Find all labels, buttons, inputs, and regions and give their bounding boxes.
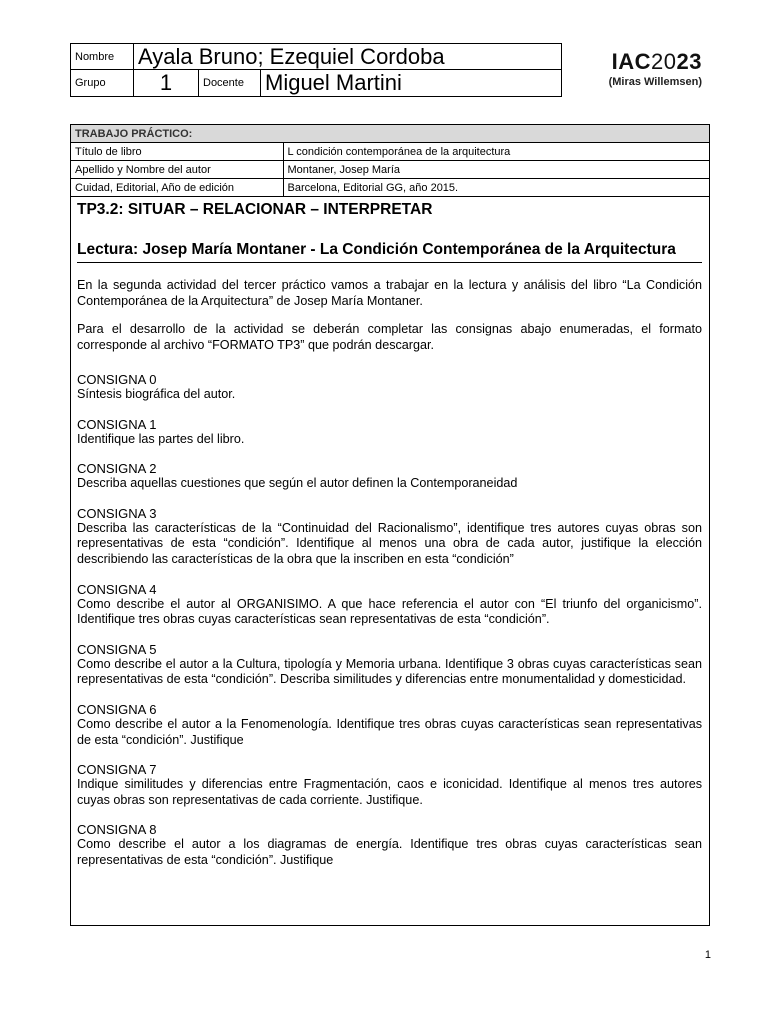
grupo-value: 1 (134, 70, 199, 97)
info-row (71, 179, 709, 197)
brand-subtitle: (Miras Willemsen) (608, 76, 702, 88)
brand-prefix: IAC (611, 49, 652, 74)
consigna-0-title: CONSIGNA 0 (77, 372, 157, 387)
brand-logo-text (609, 50, 702, 74)
page-number: 1 (704, 949, 711, 961)
info-row (71, 161, 709, 179)
consigna-4-title: CONSIGNA 4 (77, 581, 157, 597)
identification-table (70, 43, 562, 97)
brand-year-bold: 23 (676, 49, 702, 74)
consigna-3-text: Describa las características de la “Continuidad del Racionalismo”, identifique tres autores cuyas obras son representativas de esta “condición”. Identifique al menos una obra de cada autor, justifique la elección describiendo las características de la obra que la inscriben en esta “condición” (77, 520, 702, 566)
consigna-8-text: Como describe el autor a los diagramas de energía. Identifique tres obras cuyas características sean representativas de esta “condición”. Justifique (77, 837, 702, 867)
consigna-1-text: Identifique las partes del libro. (77, 431, 245, 446)
consigna-8-title: CONSIGNA 8 (77, 822, 157, 838)
assignment-content (71, 201, 709, 869)
tp-title: TP3.2: SITUAR – RELACIONAR – INTERPRETAR (77, 201, 433, 218)
docente-value: Miguel Martini (261, 70, 562, 97)
consigna-7-text: Indique similitudes y diferencias entre Fragmentación, caos e iconicidad. Identifique al menos tres autores cuyas obras son representativas de cada corriente. Justifique. (77, 777, 702, 807)
docente-label: Docente (199, 70, 261, 97)
nombre-label: Nombre (71, 44, 134, 70)
intro-paragraph-2: Para el desarrollo de la actividad se deberán completar las consignas abajo enumeradas, el formato corresponde al archivo “FORMATO TP3” que podrán descargar. (77, 322, 702, 352)
info-label: Cuidad, Editorial, Año de edición (71, 179, 283, 197)
assignment-frame (70, 124, 710, 926)
grupo-row (71, 70, 562, 97)
consigna-2-text: Describa aquellas cuestiones que según el autor definen la Contemporaneidad (77, 476, 518, 491)
nombre-row (71, 44, 562, 70)
grupo-label: Grupo (71, 70, 134, 97)
consigna-1-title: CONSIGNA 1 (77, 416, 157, 432)
consigna-5-text: Como describe el autor a la Cultura, tipología y Memoria urbana. Identifique 3 obras cuyas características sean representativas de esta “condición”. Describa similitudes y diferencias entre monumentalidad y domesticidad. (77, 656, 702, 687)
brand-year-light: 20 (651, 49, 677, 74)
info-value: Barcelona, Editorial GG, año 2015. (283, 179, 709, 197)
info-row (71, 143, 709, 161)
consigna-2-title: CONSIGNA 2 (77, 461, 157, 477)
info-heading: TRABAJO PRÁCTICO: (71, 125, 709, 143)
consigna-5-title: CONSIGNA 5 (77, 641, 157, 657)
info-table (71, 125, 709, 197)
intro-paragraph-1: En la segunda actividad del tercer práctico vamos a trabajar en la lectura y análisis del libro “La Condición Contemporánea de la Arquitectura” de Josep María Montaner. (77, 278, 702, 308)
consigna-4-text: Como describe el autor al ORGANISIMO. A que hace referencia el autor con “El triunfo del organicismo”. Identifique tres obras cuyas características sean representativas de esta “condición”. (77, 596, 702, 627)
info-label: Apellido y Nombre del autor (71, 161, 283, 179)
consigna-3-title: CONSIGNA 3 (77, 505, 157, 521)
info-value: L condición contemporánea de la arquitectura (283, 143, 709, 161)
reading-title: Lectura: Josep María Montaner - La Condición Contemporánea de la Arquitectura (77, 240, 702, 263)
consigna-6-text: Como describe el autor a la Fenomenología. Identifique tres obras cuyas características sean representativas de esta “condición”. Justifique (77, 716, 702, 747)
nombre-value: Ayala Bruno; Ezequiel Cordoba (134, 44, 562, 70)
info-label: Título de libro (71, 143, 283, 161)
info-value: Montaner, Josep María (283, 161, 709, 179)
consigna-6-title: CONSIGNA 6 (77, 701, 157, 717)
consigna-7-title: CONSIGNA 7 (77, 762, 157, 778)
consigna-0-text: Síntesis biográfica del autor. (77, 387, 236, 401)
course-brand (609, 50, 702, 88)
info-heading-row (71, 125, 709, 143)
